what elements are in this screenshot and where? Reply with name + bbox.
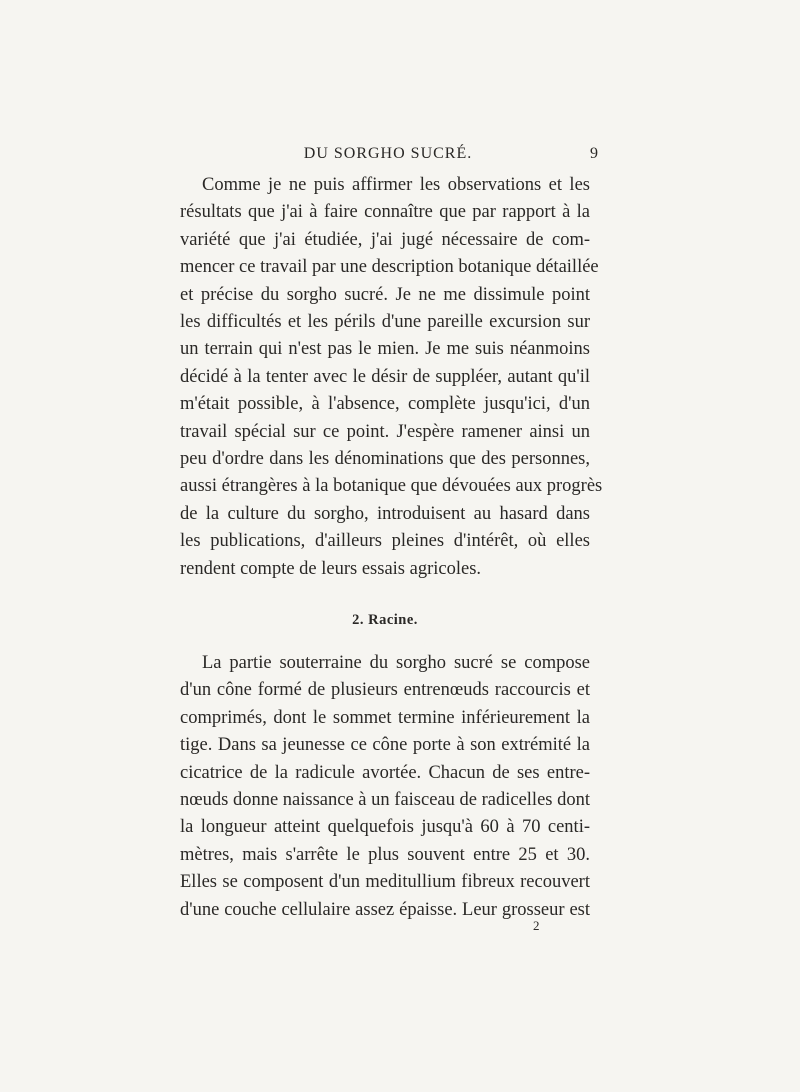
paragraph-line: variété que j'ai étudiée, j'ai jugé nécessaire de com- — [180, 229, 590, 250]
paragraph-line: Elles se composent d'un meditullium fibreux recouvert — [180, 872, 590, 893]
section-heading: 2. Racine. — [352, 612, 418, 628]
signature-mark: 2 — [533, 918, 540, 933]
paragraph-line: tige. Dans sa jeunesse ce cône porte à son extrémité la — [180, 735, 590, 756]
running-title: DU SORGHO SUCRÉ. — [303, 145, 473, 162]
paragraph-line: décidé à la tenter avec le désir de suppléer, autant qu'il — [180, 366, 590, 387]
paragraph-line: mencer ce travail par une description botanique détaillée — [180, 257, 599, 278]
paragraph-line: d'une couche cellulaire assez épaisse. Leur grosseur est — [180, 899, 590, 920]
paragraph-line: La partie souterraine du sorgho sucré se compose — [202, 653, 590, 673]
paragraph-line: de la culture du sorgho, introduisent au hasard dans — [180, 503, 590, 524]
paragraph-line: comprimés, dont le sommet termine inférieurement la — [180, 707, 590, 728]
paragraph-line: les difficultés et les périls d'une pareille excursion sur — [180, 312, 590, 333]
paragraph-line: travail spécial sur ce point. J'espère ramener ainsi un — [180, 421, 590, 442]
paragraph-1 — [180, 172, 603, 583]
paragraph-line: Comme je ne puis affirmer les observations et les — [202, 175, 590, 195]
paragraph-line: rendent compte de leurs essais agricoles. — [180, 558, 482, 579]
paragraph-line: résultats que j'ai à faire connaître que par rapport à la — [180, 202, 590, 223]
page-header — [178, 143, 598, 167]
paragraph-line: mètres, mais s'arrête le plus souvent entre 25 et 30. — [180, 844, 590, 865]
paragraph-2 — [180, 650, 590, 924]
paragraph-line: d'un cône formé de plusieurs entrenœuds raccourcis et — [180, 680, 590, 701]
paragraph-line: aussi étrangères à la botanique que dévouées aux progrès — [180, 476, 603, 497]
paragraph-line: m'était possible, à l'absence, complète jusqu'ici, d'un — [180, 394, 590, 415]
page-number: 9 — [590, 145, 598, 162]
paragraph-line: cicatrice de la radicule avortée. Chacun de ses entre- — [180, 762, 590, 783]
paragraph-line: les publications, d'ailleurs pleines d'intérêt, où elles — [180, 531, 590, 552]
paragraph-line: et précise du sorgho sucré. Je ne me dissimule point — [180, 284, 590, 305]
paragraph-line: peu d'ordre dans les dénominations que des personnes, — [180, 449, 590, 470]
paragraph-line: la longueur atteint quelquefois jusqu'à 60 à 70 centi- — [180, 817, 590, 838]
paragraph-line: nœuds donne naissance à un faisceau de radicelles dont — [180, 790, 590, 811]
paragraph-line: un terrain qui n'est pas le mien. Je me suis néanmoins — [180, 339, 590, 360]
